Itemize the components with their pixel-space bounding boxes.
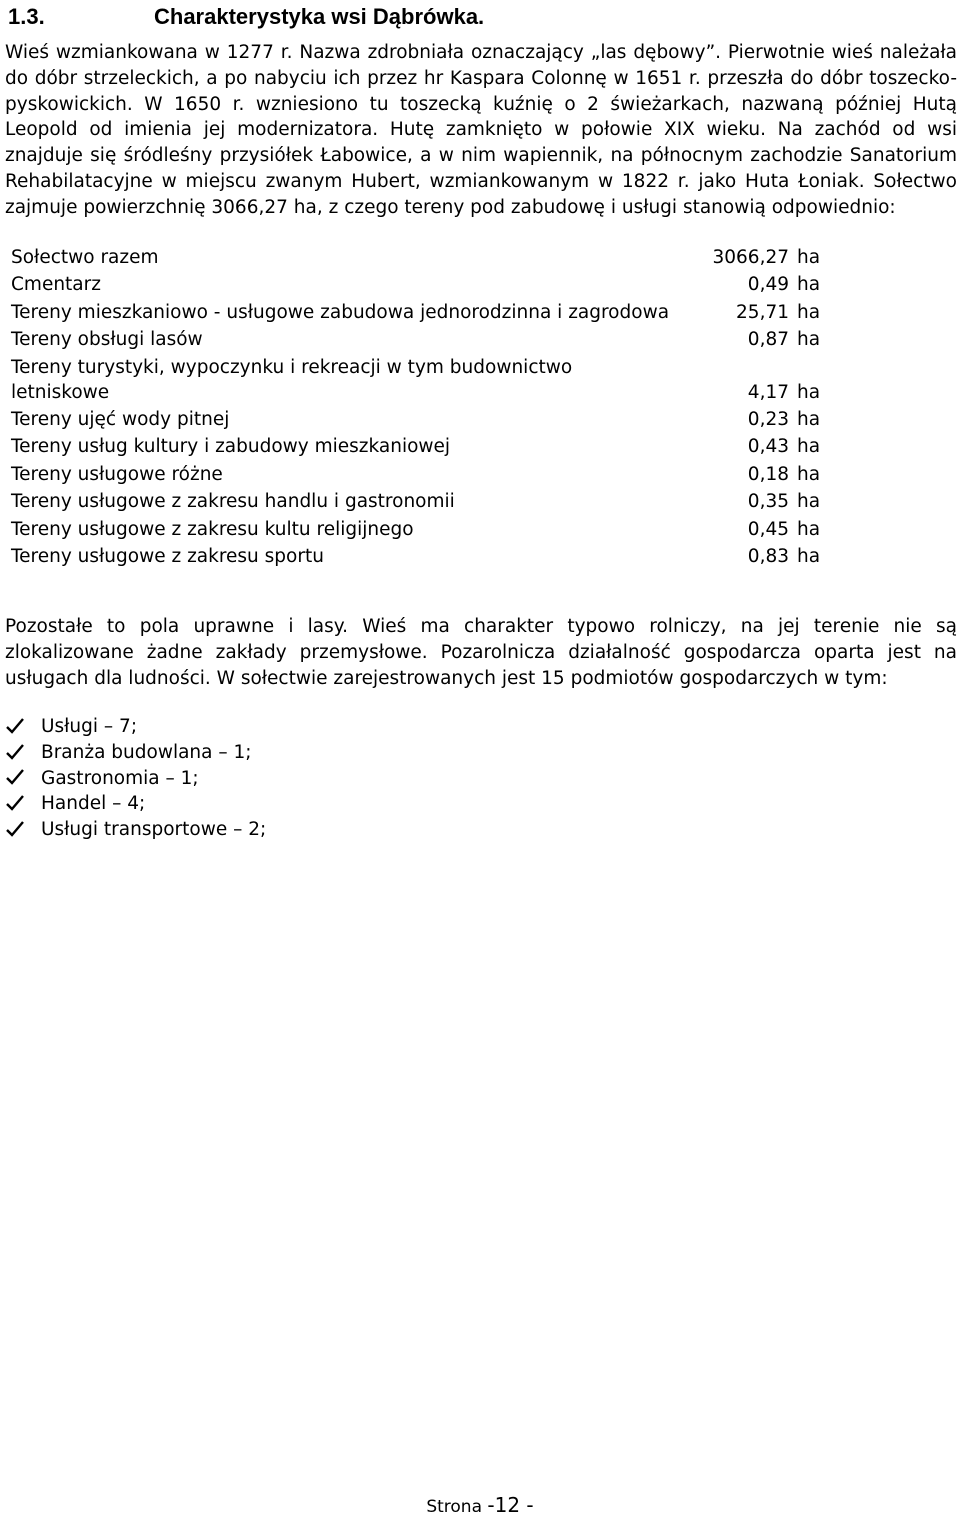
land-use-unit: ha: [797, 381, 821, 403]
land-use-unit: ha: [797, 436, 821, 458]
land-use-unit: ha: [797, 491, 821, 513]
land-use-row: [11, 245, 829, 270]
land-use-row: [11, 517, 829, 542]
checkmark-icon: [5, 819, 41, 841]
land-use-value: 0,18: [747, 463, 789, 485]
page-number: -12 -: [487, 1493, 534, 1517]
list-item-text: Usługi – 7;: [41, 716, 138, 737]
land-use-table: [11, 245, 829, 571]
land-use-row: [11, 434, 829, 459]
land-use-label: Tereny usługowe z zakresu kultu religijnego: [11, 518, 414, 540]
list-item-text: Handel – 4;: [41, 793, 146, 815]
land-use-row: [11, 407, 829, 432]
checkmark-icon: [5, 716, 41, 738]
land-use-unit: ha: [797, 301, 821, 323]
land-use-unit: ha: [797, 545, 821, 567]
list-item-text: Usługi transportowe – 2;: [41, 819, 267, 841]
land-use-label: Tereny ujęć wody pitnej: [11, 408, 230, 430]
land-use-value: 3066,27: [712, 247, 789, 268]
footer-label: Strona: [426, 1497, 482, 1517]
land-use-row: [11, 544, 829, 569]
list-item: [5, 791, 266, 817]
checkmark-icon: [5, 793, 41, 815]
land-use-row: [11, 489, 829, 514]
land-use-label: Tereny usługowe różne: [11, 463, 223, 485]
land-use-label: Tereny obsługi lasów: [11, 329, 203, 351]
land-use-row: [11, 272, 829, 297]
land-use-label: Tereny usług kultury i zabudowy mieszkaniowej: [11, 436, 451, 458]
section-heading: [8, 4, 484, 30]
land-use-row: [11, 300, 829, 325]
land-use-label: Tereny mieszkaniowo - usługowe zabudowa jednorodzinna i zagrodowa: [11, 301, 670, 323]
list-item-text: Branża budowlana – 1;: [41, 741, 252, 763]
land-use-label: Sołectwo razem: [11, 247, 159, 268]
list-item: [5, 714, 266, 740]
section-title: Charakterystyka wsi Dąbrówka.: [154, 4, 485, 29]
land-use-value: 0,35: [747, 491, 789, 513]
checkmark-icon: [5, 742, 41, 764]
page-footer: [0, 1494, 960, 1518]
land-use-value: 25,71: [736, 301, 789, 323]
land-use-label: Tereny usługowe z zakresu handlu i gastronomii: [11, 491, 455, 513]
section-number: 1.3.: [8, 4, 45, 29]
land-use-value: 0,83: [747, 545, 789, 567]
land-use-value: 4,17: [747, 381, 789, 403]
land-use-unit: ha: [797, 408, 821, 430]
list-item: [5, 817, 266, 843]
land-use-unit: ha: [797, 518, 821, 540]
land-use-value: 0,87: [747, 329, 789, 351]
intro-paragraph: Wieś wzmiankowana w 1277 r. Nazwa zdrobniała oznaczający „las dębowy”. Pierwotnie wieś należała do dóbr strzeleckich, a po nabyciu ich przez hr Kaspara Colonnę w 1651 r. przeszła do dóbr toszecko-pyskowickich. W 1650 r. wzniesiono tu toszecką kuźnię o 2 świeżarkach, nazwaną później Hutą Leopold od imienia jej modernizatora. Hutę zamknięto w połowie XIX wieku. Na zachód od wsi znajduje się śródleśny przysiółek Łabowice, a w nim wapiennik, na północnym zachodzie Sanatorium Rehabilatacyjne w miejscu zwanym Hubert, wzmiankowanym w 1822 r. jako Huta Łoniak. Sołectwo zajmuje powierzchnię 3066,27 ha, z czego tereny pod zabudowę i usługi stanowią odpowiednio:: [5, 42, 957, 218]
closing-paragraph: Pozostałe to pola uprawne i lasy. Wieś ma charakter typowo rolniczy, na jej terenie nie są zlokalizowane żadne zakłady przemysłowe. Pozarolnicza działalność gospodarcza oparta jest na usługach dla ludności. W sołectwie zarejestrowanych jest 15 podmiotów gospodarczych w tym:: [5, 616, 957, 689]
land-use-label: Tereny usługowe z zakresu sportu: [11, 545, 324, 567]
land-use-label: Tereny turystyki, wypoczynku i rekreacji w tym budownictwo letniskowe: [11, 356, 573, 403]
land-use-row: [11, 355, 829, 405]
land-use-unit: ha: [797, 463, 821, 485]
land-use-row: [11, 462, 829, 487]
business-list: [5, 714, 266, 843]
land-use-value: 0,43: [747, 436, 789, 458]
land-use-unit: ha: [797, 329, 821, 351]
land-use-value: 0,49: [747, 274, 789, 296]
land-use-unit: ha: [797, 247, 821, 268]
list-item: [5, 740, 266, 766]
land-use-row: [11, 327, 829, 352]
list-item-text: Gastronomia – 1;: [41, 767, 199, 789]
checkmark-icon: [5, 767, 41, 789]
land-use-label: Cmentarz: [11, 274, 101, 296]
land-use-value: 0,45: [747, 518, 789, 540]
land-use-unit: ha: [797, 274, 821, 296]
list-item: [5, 766, 266, 792]
land-use-value: 0,23: [747, 408, 789, 430]
